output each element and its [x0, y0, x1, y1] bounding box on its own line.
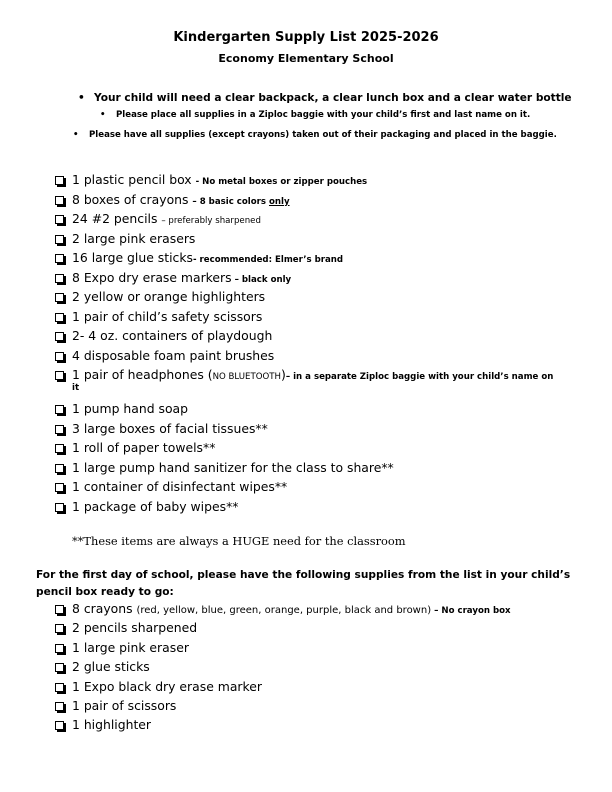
checkbox-icon [55, 235, 64, 244]
item-note-underlined: only [268, 196, 290, 207]
item-label: 1 pair of headphones ( [72, 367, 213, 382]
item-note: - recommended: Elmer’s brand [192, 255, 344, 265]
item-label: 2 glue sticks [72, 659, 150, 675]
item-label: 8 Expo dry erase markers [72, 269, 232, 285]
checkbox-icon [55, 215, 64, 224]
item-note: – 8 basic colors [192, 196, 269, 207]
item-note: - No metal boxes or zipper pouches [195, 177, 368, 187]
bullet-icon: • [100, 110, 106, 120]
item-label: 3 large boxes of facial tissues** [72, 420, 268, 436]
checkbox-icon [55, 371, 64, 380]
item-note: – preferably sharpened [161, 216, 261, 226]
checkbox-icon [55, 663, 64, 672]
note-packaging [73, 130, 557, 140]
item-label: 1 large pump hand sanitizer for the class to share** [72, 459, 394, 475]
item-label: 4 disposable foam paint brushes [72, 347, 275, 363]
checkbox-icon [55, 352, 64, 361]
item-caps-note: NO BLUETOOTH [212, 372, 281, 382]
item-label: 24 #2 pencils [72, 211, 158, 226]
item-label: 1 pump hand soap [72, 401, 189, 416]
checkbox-icon [55, 332, 64, 341]
checkbox-icon [55, 444, 64, 453]
item-label: 1 package of baby wipes** [72, 498, 239, 514]
item-label: 1 container of disinfectant wipes** [72, 479, 288, 494]
item-note-wrap: it [72, 383, 80, 393]
item-note: – No crayon box [431, 606, 511, 616]
checkbox-icon [55, 176, 64, 185]
checkbox-icon [55, 196, 64, 205]
item-label: 1 highlighter [72, 717, 152, 733]
first-day-intro: For the first day of school, please have the following supplies from the list in your child’s pencil box ready to go: [36, 569, 571, 598]
item-label: 8 boxes of crayons [72, 191, 189, 207]
note-text: Please place all supplies in a Ziploc baggie with your child’s first and last name on it. [116, 110, 531, 120]
bullet-icon: • [73, 130, 79, 140]
item-label: 2 yellow or orange highlighters [72, 289, 266, 304]
checkbox-icon [55, 274, 64, 283]
item-label: 16 large glue sticks [72, 250, 193, 265]
note-text: Your child will need a clear backpack, a clear lunch box and a clear water bottle [94, 92, 572, 104]
school-name: Economy Elementary School [218, 52, 394, 65]
page-title: Kindergarten Supply List 2025-2026 [173, 30, 439, 45]
checkbox-icon [55, 483, 64, 492]
checkbox-icon [55, 425, 64, 434]
item-label: 1 pair of scissors [72, 697, 177, 713]
item-label: 1 Expo black dry erase marker [72, 678, 262, 694]
footnote: **These items are always a HUGE need for the classroom [72, 534, 406, 548]
note-backpack [78, 92, 572, 104]
checkbox-icon [55, 644, 64, 653]
checkbox-icon [55, 405, 64, 414]
checkbox-icon [55, 721, 64, 730]
item-detail: (red, yellow, blue, green, orange, purple, black and brown) [136, 605, 432, 616]
item-label: 1 pair of child’s safety scissors [72, 308, 263, 324]
checkbox-icon [55, 313, 64, 322]
item-label: 8 crayons [72, 601, 137, 616]
note-ziploc [100, 110, 531, 120]
item-note: – black only [231, 274, 292, 285]
item-label: 1 roll of paper towels** [72, 440, 216, 455]
checkbox-icon [55, 624, 64, 633]
item-label: 2 pencils sharpened [72, 620, 198, 636]
checkbox-icon [55, 464, 64, 473]
checkbox-icon [55, 293, 64, 302]
checkbox-icon [55, 254, 64, 263]
item-label: 1 large pink eraser [72, 639, 189, 655]
checkbox-icon [55, 605, 64, 614]
item-label-close: ) [280, 367, 286, 382]
item-note: – in a separate Ziploc baggie with your child’s name on [285, 372, 554, 382]
item-label: 2 large pink erasers [72, 230, 196, 246]
item-label: 2- 4 oz. containers of playdough [72, 328, 273, 343]
checkbox-icon [55, 503, 64, 512]
checkbox-icon [55, 702, 64, 711]
checkbox-icon [55, 683, 64, 692]
note-text: Please have all supplies (except crayons) taken out of their packaging and placed in the baggie. [89, 130, 557, 140]
bullet-icon: • [78, 92, 85, 104]
item-label: 1 plastic pencil box [72, 172, 192, 187]
